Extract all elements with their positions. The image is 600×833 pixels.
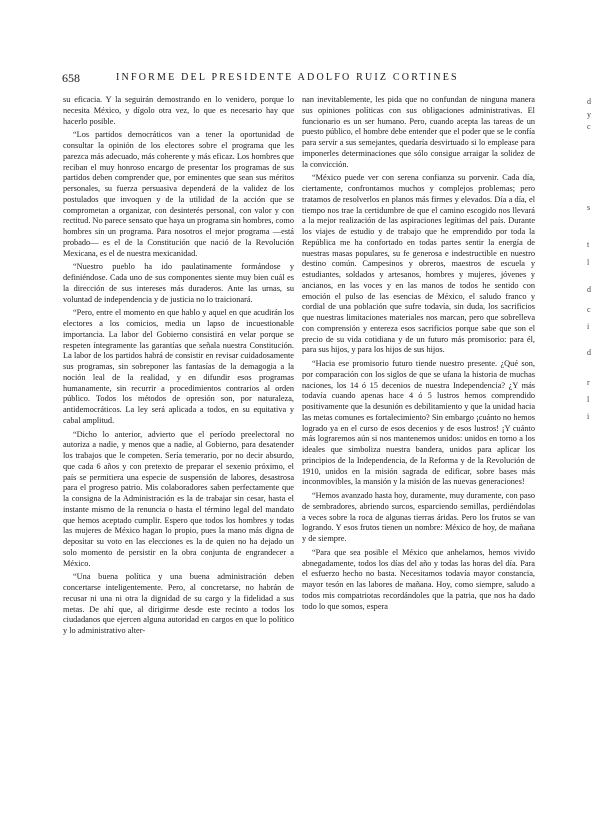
edge-letter: r — [587, 378, 590, 387]
paragraph: “Pero, entre el momento en que hablo y aquel en que acudirán los electores a los comicios, media un lapso de incuestionable importancia. La labor del Gobierno consistirá en velar porque se respeten íntegramente las garantías que señala nuestra Constitución. La labor de los partidos habrá de consistir en revisar cuidadosamente sus programas, sin sobreponer las fantasías de la demagogia a la noción leal de la realidad, y en difundir esos programas humanamente, sin recurrir a procedimientos contrarios al orden público. Todos los métodos de opresión son, por naturaleza, antidemocráticos. La ley será aplicada a todos, en su equitativa y cabal amplitud. — [63, 308, 294, 425]
edge-letter: c — [587, 122, 591, 131]
paragraph: “Para que sea posible el México que anhelamos, hemos vivido abnegadamente, todos los días del año y todas las horas del día. Para el esfuerzo hecho no basta. Necesitamos todavía mayor constancia, mayor tesón en las labores de mañana. Hoy, como siempre, saludo a todos mis compatriotas recordándoles que la patria, que nos ha dado todo lo que somos, espera — [302, 547, 535, 611]
paragraph: “Nuestro pueblo ha ido paulatinamente formándose y definiéndose. Cada uno de sus componentes siente muy bien cuál es la dirección de sus intereses más duraderos. Ante las urnas, su voluntad de independencia y de justicia no lo traicionará. — [63, 262, 294, 304]
edge-letter: c — [587, 305, 591, 314]
page-number: 658 — [62, 71, 80, 85]
edge-letter: l — [587, 258, 590, 267]
edge-letter: d — [587, 97, 591, 106]
paragraph: “Hacia ese promisorio futuro tiende nuestro presente. ¿Qué son, por comparación con los siglos de que se ufana la historia de muchas naciones, los 14 ó 15 decenios de nuestra Independencia? ¿Y más todavía cuando apenas hace 4 ó 5 lustros hemos comprendido positivamente que la desunión es debilitamiento y que la unidad hacia las metas comunes es fortalecimiento? Sin embargo ¡cuánto no hemos logrado ya en el curso de esos decenios y de esos lustros! ¡Y cuánto más lograremos aún si nos mantenemos unidos: unidos en torno a los ideales que simboliza nuestra bandera, unidos para aplicar los principios de la Independencia, de la Reforma y de la Revolución de 1910, unidos en la misión sagrada de edificar, sobre bases más inconmovibles, la mansión y la misión de las nuevas generaciones! — [302, 359, 535, 487]
left-column — [63, 95, 294, 640]
edge-letter: i — [587, 412, 590, 421]
edge-letter: l — [587, 395, 590, 404]
header-title: INFORME DEL PRESIDENTE ADOLFO RUIZ CORTINES — [116, 72, 459, 83]
edge-letter: t — [587, 240, 590, 249]
edge-letter: d — [587, 285, 591, 294]
paragraph: nan inevitablemente, les pida que no confundan de ninguna manera sus opiniones políticas con sus obligaciones administrativas. El funcionario es un ser humano. Pero, cuando acepta las tareas de un puesto público, el hombre debe entender que el poder que se le confía para servir a sus semejantes, quedaría desvirtuado si lo emplease para imponerles determinaciones que sólo consigue arraigar la solidez de la convicción. — [302, 95, 535, 169]
paragraph: “Dicho lo anterior, advierto que el período preelectoral no autoriza a nadie, y menos que a nadie, al Gobierno, para desatender los trabajos que le competen. Sería temerario, por no decir absurdo, que cada 6 años y con pretexto de preparar el sexenio próximo, el país se permitiera una especie de suspensión de labores, desastrosa para el progreso patrio. Mis colaboradores saben perfectamente que la consigna de la Administración es la de trabajar sin cesar, hasta el instante mismo de la renuncia o hasta el término legal del mandato que hemos aceptado cumplir. Espero que todos los hombres y todas las mujeres de México hagan lo propio, pues la mano más digna de depositar su voto en las elecciones es la de quien no ha dejado un solo momento de persistir en la obra conjunta de engrandecer a México. — [63, 429, 294, 568]
edge-letter: i — [587, 322, 590, 331]
edge-letter: d — [587, 348, 591, 357]
right-column — [302, 95, 535, 615]
running-header — [62, 71, 582, 85]
paragraph: “Los partidos democráticos van a tener la oportunidad de consultar la opinión de los electores sobre el programa que les parezca más adecuado, más coherente y más eficaz. Los hombres que reciban el muy honroso encargo de presentar los programas de sus partidos deben comprender que, por eminentes que sean sus méritos personales, su fuerza persuasiva dependerá de la validez de los postulados que invoquen y de la utilidad de la acción que se comprometan a organizar, con desinterés personal, con valor y con rectitud. No parece sensato que haya un programa sin hombres, como hombres sin un programa. Para nosotros el mejor programa —está probado— es el de la Constitución que nació de la Revolución Mexicana, es el de nuestra mexicanidad. — [63, 130, 294, 258]
paragraph: “Hemos avanzado hasta hoy, duramente, muy duramente, con paso de sembradores, abriendo surcos, esparciendo semillas, perdiéndolas a veces sobre la roca de algunas tierras áridas. Pero los frutos se van logrando. Y esos frutos tienen un nombre: México de hoy, de mañana y de siempre. — [302, 491, 535, 543]
edge-letter: y — [587, 110, 591, 119]
paragraph: “Una buena política y una buena administración deben concertarse inteligentemente. Pero, al concretarse, no habrán de recusar ni una ni otra la dignidad de su cargo y la fidelidad a sus metas. De ahí que, al dirigirme desde este recinto a todos los ciudadanos que ejercen alguna autoridad en cargos en que lo político y lo administrativo alter- — [63, 572, 294, 635]
edge-letter: s — [587, 203, 591, 212]
paragraph: su eficacia. Y la seguirán demostrando en lo venidero, porque lo necesita México, y dígolo otra vez, lo que es necesario hay que hacerlo posible. — [63, 95, 294, 126]
paragraph: “México puede ver con serena confianza su porvenir. Cada día, ciertamente, confrontamos muchos y complejos problemas; pero tratamos de resolverlos en planos más firmes y elevados. Día a día, el tiempo nos trae la certidumbre de que el camino escogido nos llevará a la mejor realización de las aspiraciones legítimas del país. Durante los viajes de estudio y de trabajo que he emprendido por toda la República me ha confortado en todas partes sentir la energía de nuestras masas populares, su fe generosa e indestructible en nuestro destino común. Campesinos y obreros, maestros de escuela y estudiantes, soldados y artesanos, hombres y mujeres, jóvenes y ancianos, en las voces y en las manos de todos he sentido con emoción el pulso de las esencias de México, el saludo franco y cordial de una población que sufre todavía, sin duda, los sacrificios que nuestras limitaciones materiales nos marcan, pero que sobrelleva con comprensión y entereza esos sacrificios porque sabe que son el precio de su vida cotidiana y de un futuro más promisorio: para él, para sus hijos, y para los hijos de sus hijos. — [302, 173, 535, 355]
